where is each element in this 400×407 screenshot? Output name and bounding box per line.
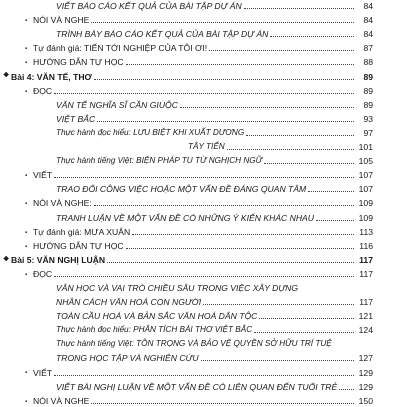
dot-leader bbox=[254, 332, 354, 333]
dot-leader bbox=[308, 191, 354, 192]
toc-entry-title: Tự đánh giá: TIẾN TỚI NGHIỆP CỦA TÔI ƠI! bbox=[33, 43, 208, 54]
toc-page-number: 109 bbox=[358, 212, 373, 223]
toc-entry-title: NÓI VÀ NGHE bbox=[33, 395, 90, 406]
dot-leader bbox=[201, 360, 354, 361]
square-bullet-icon: ▪ bbox=[25, 370, 28, 377]
toc-entry[interactable] bbox=[0, 11, 400, 25]
toc-entry-title: TÂY TIẾN bbox=[188, 142, 225, 152]
dot-leader bbox=[227, 149, 354, 150]
toc-entry[interactable] bbox=[0, 138, 400, 152]
toc-page-number: 117 bbox=[359, 268, 373, 279]
toc-entry[interactable] bbox=[0, 293, 400, 307]
toc-entry-title: Bài 5: VĂN NGHỊ LUẬN bbox=[11, 254, 106, 265]
toc-page-number: 107 bbox=[358, 170, 373, 181]
dot-leader bbox=[54, 177, 354, 178]
toc-entry-title: Thực hành đọc hiểu: PHÂN TÍCH BÀI THƠ VIỆT BẮC bbox=[56, 325, 253, 335]
toc-page-number: 129 bbox=[358, 381, 373, 392]
dot-leader bbox=[180, 107, 354, 108]
toc-page-number: 109 bbox=[358, 198, 373, 209]
dot-leader bbox=[91, 22, 354, 23]
toc-entry-title: TRÌNH BÀY BÁO CÁO KẾT QUẢ CỦA BÀI TẬP DỰ ÁN bbox=[56, 29, 269, 40]
toc-entry[interactable] bbox=[0, 349, 400, 363]
toc-page-number: 88 bbox=[363, 57, 373, 68]
square-bullet-icon: ▪ bbox=[25, 46, 28, 53]
toc-entry[interactable] bbox=[0, 378, 400, 392]
toc-entry-title: HƯỚNG DẪN TỰ HỌC bbox=[33, 240, 124, 251]
toc-page-number: 105 bbox=[358, 156, 373, 167]
toc-page-number: 127 bbox=[358, 353, 373, 364]
toc-entry[interactable] bbox=[0, 335, 400, 349]
toc-entry-title: Bài 4: VĂN TẾ, THƠ bbox=[11, 71, 92, 82]
toc-page-number: 117 bbox=[359, 297, 373, 308]
dot-leader bbox=[54, 93, 354, 94]
toc-entry[interactable] bbox=[0, 307, 400, 321]
toc-entry[interactable] bbox=[0, 208, 400, 222]
toc-entry-title: TRONG HỌC TẬP VÀ NGHIÊN CỨU bbox=[56, 353, 199, 364]
toc-entry-title: Thực hành đọc hiểu: LƯU BIỆT KHI XUẤT DƯƠNG bbox=[56, 127, 245, 137]
toc-entry-title: NÓI VÀ NGHE bbox=[33, 15, 90, 26]
toc-entry-title: VIẾT bbox=[33, 170, 53, 181]
toc-entry-title: NHÂN CÁCH VĂN HOÁ CON NGƯỜI bbox=[56, 297, 202, 308]
toc-entry[interactable] bbox=[0, 53, 400, 67]
toc-entry[interactable] bbox=[0, 265, 400, 279]
toc-entry[interactable] bbox=[0, 392, 400, 406]
toc-entry[interactable] bbox=[0, 82, 400, 96]
dot-leader bbox=[107, 262, 354, 263]
toc-page-number: 116 bbox=[359, 240, 373, 251]
toc-entry-title: HƯỚNG DẪN TỰ HỌC bbox=[33, 57, 124, 68]
toc-entry[interactable] bbox=[0, 180, 400, 194]
square-bullet-icon: ▪ bbox=[25, 243, 28, 250]
dot-leader bbox=[132, 234, 354, 235]
toc-entry[interactable] bbox=[0, 152, 400, 166]
dot-leader bbox=[339, 389, 354, 390]
toc-entry[interactable] bbox=[0, 223, 400, 237]
toc-entry-title: VIỆT BẮC bbox=[56, 113, 96, 124]
toc-page-number: 150 bbox=[358, 395, 373, 406]
square-bullet-icon: ▪ bbox=[25, 229, 28, 236]
toc-page-number: 84 bbox=[363, 15, 373, 26]
toc-entry[interactable] bbox=[0, 363, 400, 377]
toc-page-number: 121 bbox=[358, 311, 373, 322]
dot-leader bbox=[264, 163, 354, 164]
dot-leader bbox=[126, 248, 354, 249]
toc-page-number: 89 bbox=[363, 71, 373, 82]
toc-entry-title: ĐỌC bbox=[33, 85, 53, 96]
toc-entry[interactable] bbox=[0, 279, 400, 293]
toc-entry[interactable] bbox=[0, 124, 400, 138]
toc-entry-title: Thực hành tiếng Việt: BIỆN PHÁP TU TỪ NGHỊCH NGỮ bbox=[56, 156, 263, 166]
toc-entry[interactable] bbox=[0, 0, 400, 11]
toc-entry[interactable] bbox=[0, 25, 400, 39]
diamond-bullet-icon: ❖ bbox=[3, 255, 10, 263]
toc-entry[interactable] bbox=[0, 321, 400, 335]
square-bullet-icon: ▪ bbox=[25, 398, 28, 405]
square-bullet-icon: ▪ bbox=[25, 60, 28, 67]
toc-entry[interactable] bbox=[0, 96, 400, 110]
toc-section-heading[interactable] bbox=[0, 67, 400, 81]
toc-entry[interactable] bbox=[0, 194, 400, 208]
toc-entry-title: NÓI VÀ NGHE: bbox=[33, 198, 92, 209]
dot-leader bbox=[126, 64, 354, 65]
toc-page-number: 93 bbox=[363, 113, 373, 124]
dot-leader bbox=[246, 135, 354, 136]
square-bullet-icon: ▪ bbox=[25, 173, 28, 180]
square-bullet-icon: ▪ bbox=[25, 201, 28, 208]
dot-leader bbox=[94, 205, 354, 206]
toc-section-heading[interactable] bbox=[0, 251, 400, 265]
toc-page-number: 129 bbox=[358, 367, 373, 378]
toc-entry[interactable] bbox=[0, 39, 400, 53]
dot-leader bbox=[94, 79, 354, 80]
square-bullet-icon: ▪ bbox=[25, 88, 28, 95]
toc-page-number: 89 bbox=[363, 85, 373, 96]
toc-entry-title: VIẾT BÀI NGHỊ LUẬN VỀ MỘT VẤN ĐỀ CÓ LIÊN QUAN ĐẾN TUỔI TRẺ bbox=[56, 381, 338, 392]
dot-leader bbox=[316, 220, 354, 221]
toc-page-number: 101 bbox=[358, 142, 373, 153]
toc-page-number: 89 bbox=[363, 99, 373, 110]
square-bullet-icon: ▪ bbox=[25, 18, 28, 25]
dot-leader bbox=[91, 403, 354, 404]
dot-leader bbox=[54, 375, 354, 376]
dot-leader bbox=[259, 318, 354, 319]
dot-leader bbox=[54, 276, 354, 277]
toc-entry-title: Tự đánh giá: MƯA XUÂN bbox=[33, 226, 131, 237]
toc-page-number: 124 bbox=[358, 325, 373, 336]
toc-entry-title: ĐỌC bbox=[33, 268, 53, 279]
toc-entry-title: TOÀN CẦU HOÁ VÀ BẢN SẮC VĂN HOÁ DÂN TỘC bbox=[56, 311, 258, 322]
toc-entry[interactable] bbox=[0, 237, 400, 251]
dot-leader bbox=[209, 50, 354, 51]
toc-page-number: 84 bbox=[363, 1, 373, 12]
toc-page-number: 84 bbox=[363, 29, 373, 40]
toc-entry[interactable] bbox=[0, 166, 400, 180]
dot-leader bbox=[270, 36, 354, 37]
toc-entry-title: VĂN TẾ NGHĨA SĨ CẦN GIUỘC bbox=[56, 99, 178, 110]
dot-leader bbox=[244, 8, 354, 9]
toc-entry-title: VIẾT BÁO CÁO KẾT QUẢ CỦA BÀI TẬP DỰ ÁN bbox=[56, 1, 242, 12]
toc-page-number: 87 bbox=[363, 43, 373, 54]
toc-entry[interactable] bbox=[0, 110, 400, 124]
toc-entry-title: TRANH LUẬN VỀ MỘT VẤN ĐỀ CÓ NHỮNG Ý KIẾN KHÁC NHAU bbox=[56, 212, 314, 223]
toc-entry-title: VIẾT bbox=[33, 367, 53, 378]
toc-page-number: 97 bbox=[363, 127, 373, 138]
dot-leader bbox=[203, 304, 354, 305]
toc-page-number: 117 bbox=[359, 254, 373, 265]
diamond-bullet-icon: ❖ bbox=[3, 72, 10, 80]
toc-page-number: 113 bbox=[359, 226, 373, 237]
toc-page-number: 107 bbox=[358, 184, 373, 195]
toc-entry-title: VĂN HỌC VÀ VAI TRÒ CHIỀU SÂU TRONG VIỆC XÂY DỰNG bbox=[56, 282, 299, 293]
square-bullet-icon: ▪ bbox=[25, 271, 28, 278]
toc-entry-title: TRAO ĐỔI CÔNG VIỆC HOẶC MỘT VẤN ĐỀ ĐÁNG QUAN TÂM bbox=[56, 184, 307, 195]
toc-entry-title: Thực hành tiếng Việt: TÔN TRỌNG VÀ BẢO VỆ QUYỀN SỞ HỮU TRÍ TUỆ bbox=[56, 339, 332, 349]
dot-leader bbox=[97, 121, 354, 122]
